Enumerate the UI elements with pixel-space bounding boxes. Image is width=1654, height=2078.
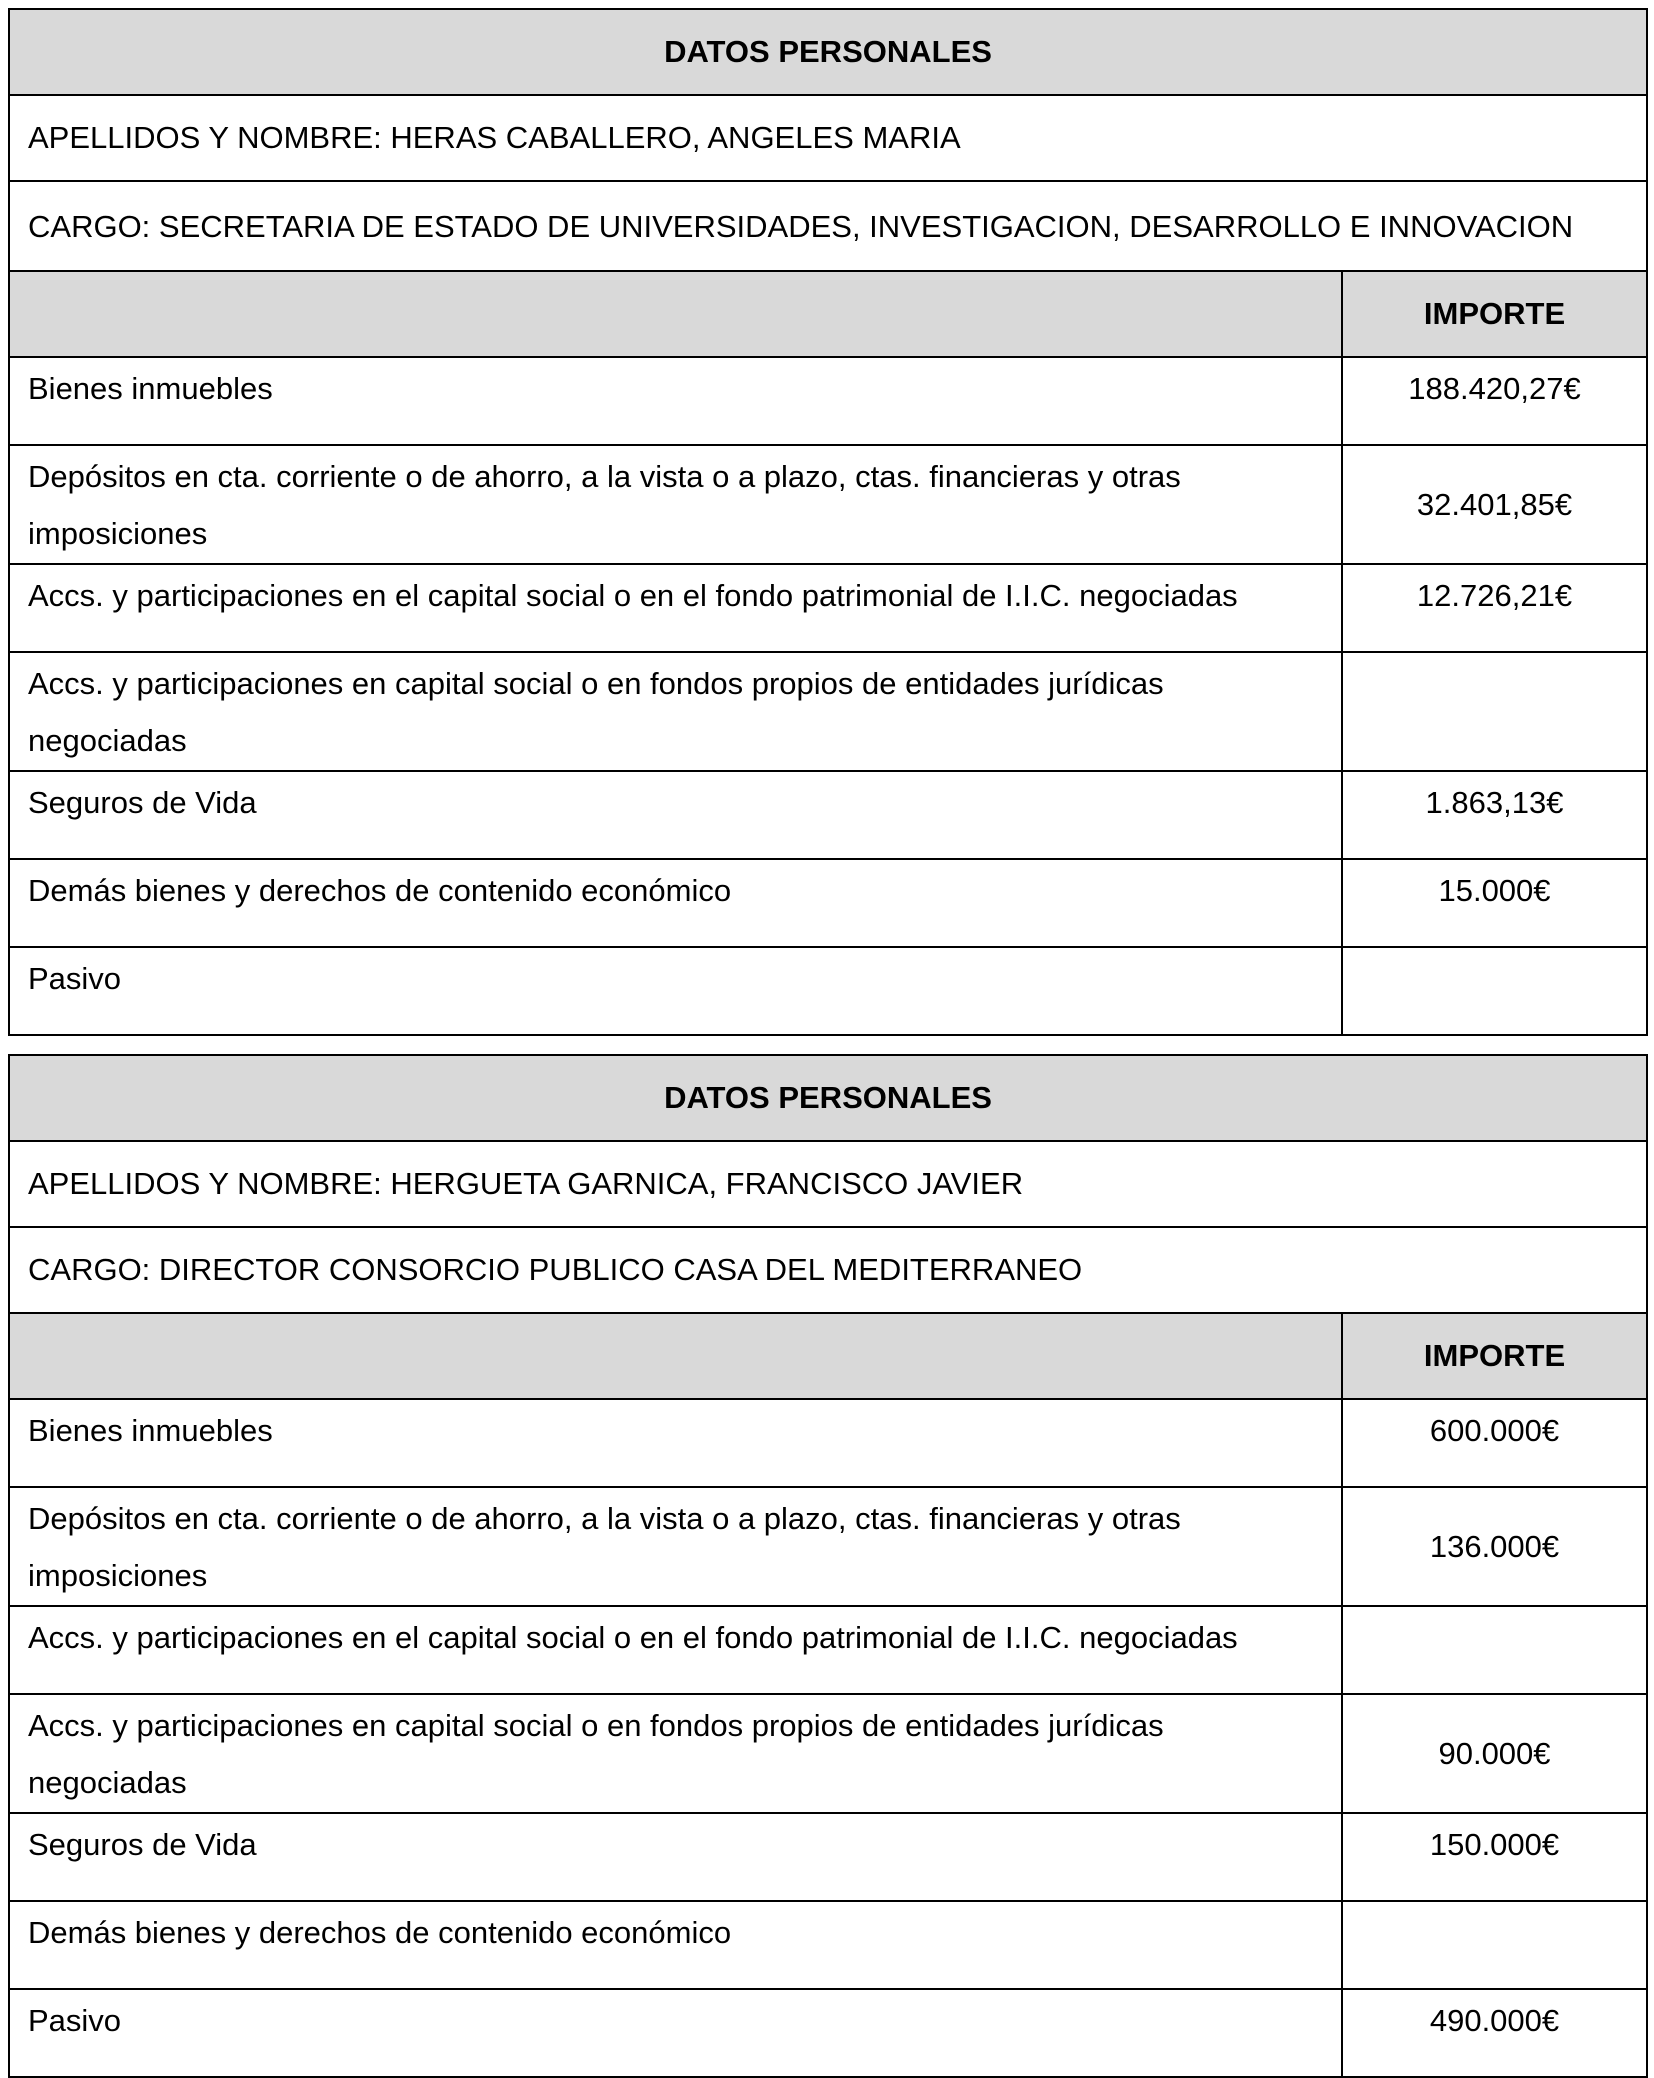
- asset-row: [9, 1399, 1647, 1487]
- column-header-blank: [9, 271, 1342, 357]
- asset-row: [9, 1694, 1647, 1813]
- asset-label: Demás bienes y derechos de contenido económico: [9, 859, 1342, 947]
- asset-label: Demás bienes y derechos de contenido económico: [9, 1901, 1342, 1989]
- asset-row: [9, 1813, 1647, 1901]
- column-header-blank: [9, 1313, 1342, 1399]
- asset-label: Accs. y participaciones en el capital social o en el fondo patrimonial de I.I.C. negociadas: [9, 564, 1342, 652]
- asset-label: Pasivo: [9, 1989, 1342, 2077]
- section-header-row: [9, 9, 1647, 95]
- asset-amount: 188.420,27€: [1342, 357, 1647, 445]
- asset-label: Seguros de Vida: [9, 1813, 1342, 1901]
- section-header-row: [9, 1055, 1647, 1141]
- asset-row: [9, 445, 1647, 564]
- asset-amount: [1342, 652, 1647, 771]
- cargo-row: [9, 1227, 1647, 1313]
- asset-amount: 1.863,13€: [1342, 771, 1647, 859]
- asset-label: Bienes inmuebles: [9, 357, 1342, 445]
- asset-amount: [1342, 1901, 1647, 1989]
- asset-amount: [1342, 1606, 1647, 1694]
- asset-row: [9, 1606, 1647, 1694]
- asset-amount: 136.000€: [1342, 1487, 1647, 1606]
- full-name-field: APELLIDOS Y NOMBRE: HERAS CABALLERO, ANGELES MARIA: [9, 95, 1647, 181]
- name-row: [9, 1141, 1647, 1227]
- asset-amount: 490.000€: [1342, 1989, 1647, 2077]
- column-header-importe: IMPORTE: [1342, 271, 1647, 357]
- asset-label: Depósitos en cta. corriente o de ahorro, a la vista o a plazo, ctas. financieras y otras imposiciones: [9, 1487, 1342, 1606]
- asset-row: [9, 947, 1647, 1035]
- asset-amount: [1342, 947, 1647, 1035]
- position-field: CARGO: DIRECTOR CONSORCIO PUBLICO CASA DEL MEDITERRANEO: [9, 1227, 1647, 1313]
- asset-label: Seguros de Vida: [9, 771, 1342, 859]
- asset-amount: 90.000€: [1342, 1694, 1647, 1813]
- asset-label: Accs. y participaciones en capital social o en fondos propios de entidades jurídicas negociadas: [9, 652, 1342, 771]
- asset-row: [9, 1487, 1647, 1606]
- section-header: DATOS PERSONALES: [9, 9, 1647, 95]
- name-row: [9, 95, 1647, 181]
- section-header: DATOS PERSONALES: [9, 1055, 1647, 1141]
- asset-label: Bienes inmuebles: [9, 1399, 1342, 1487]
- asset-amount: 15.000€: [1342, 859, 1647, 947]
- asset-amount: 600.000€: [1342, 1399, 1647, 1487]
- declaration-table-2: [8, 1054, 1648, 2078]
- asset-label: Depósitos en cta. corriente o de ahorro, a la vista o a plazo, ctas. financieras y otras imposiciones: [9, 445, 1342, 564]
- asset-amount: 12.726,21€: [1342, 564, 1647, 652]
- asset-row: [9, 1989, 1647, 2077]
- position-field: CARGO: SECRETARIA DE ESTADO DE UNIVERSIDADES, INVESTIGACION, DESARROLLO E INNOVACION: [9, 181, 1647, 271]
- column-header-row: [9, 1313, 1647, 1399]
- full-name-field: APELLIDOS Y NOMBRE: HERGUETA GARNICA, FRANCISCO JAVIER: [9, 1141, 1647, 1227]
- asset-label: Accs. y participaciones en capital social o en fondos propios de entidades jurídicas negociadas: [9, 1694, 1342, 1813]
- asset-label: Accs. y participaciones en el capital social o en el fondo patrimonial de I.I.C. negociadas: [9, 1606, 1342, 1694]
- column-header-row: [9, 271, 1647, 357]
- column-header-importe: IMPORTE: [1342, 1313, 1647, 1399]
- cargo-row: [9, 181, 1647, 271]
- asset-row: [9, 564, 1647, 652]
- asset-row: [9, 1901, 1647, 1989]
- asset-row: [9, 771, 1647, 859]
- declaration-table-1: [8, 8, 1648, 1036]
- asset-row: [9, 859, 1647, 947]
- asset-row: [9, 652, 1647, 771]
- asset-label: Pasivo: [9, 947, 1342, 1035]
- asset-amount: 32.401,85€: [1342, 445, 1647, 564]
- asset-amount: 150.000€: [1342, 1813, 1647, 1901]
- asset-row: [9, 357, 1647, 445]
